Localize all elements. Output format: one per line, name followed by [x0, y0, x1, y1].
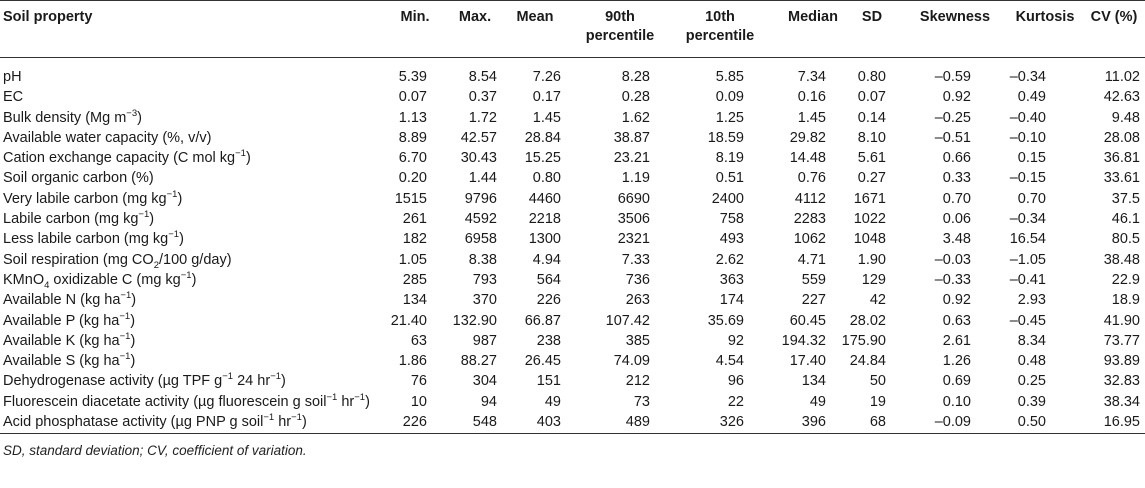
cell-max: 8.38	[468, 251, 497, 268]
row-label-label-post: hr	[274, 414, 292, 431]
cell-cv: 41.90	[1103, 312, 1140, 329]
cell-skew: 0.69	[942, 373, 971, 390]
cell-median: 29.82	[789, 129, 826, 146]
row-label-label-sup: −1	[119, 331, 131, 343]
cell-min: 261	[402, 211, 427, 228]
row-label-label-post: )	[179, 231, 184, 248]
row-label-label-sup: −3	[126, 107, 138, 119]
cell-skew: 0.70	[942, 190, 971, 207]
row-label	[3, 412, 307, 432]
cell-cv: 28.08	[1103, 129, 1140, 146]
cell-skew: 0.92	[942, 292, 971, 309]
cell-p10: 2.62	[715, 251, 744, 268]
row-label-label-sup: −1	[120, 290, 132, 302]
table-row	[0, 128, 1145, 148]
cell-sd: 19	[869, 393, 886, 410]
cell-p10: 92	[727, 332, 744, 349]
cell-kurt: –0.34	[1009, 211, 1046, 228]
row-label-label-sup: −1	[138, 209, 150, 221]
cell-p10: 96	[727, 373, 744, 390]
header-90th-line1: 90th	[605, 9, 635, 25]
row-label	[3, 290, 136, 310]
cell-p90: 8.28	[621, 69, 650, 85]
cell-sd: 5.61	[857, 150, 886, 167]
cell-sd: 129	[861, 271, 886, 288]
row-label-label-sup: −1	[222, 371, 234, 383]
table-row	[0, 311, 1145, 331]
table-header	[0, 0, 1145, 57]
header-10th-percentile	[675, 8, 765, 46]
cell-cv: 80.5	[1111, 231, 1140, 248]
cell-p10: 8.19	[715, 150, 744, 167]
header-10th-line2: percentile	[685, 28, 755, 44]
row-label-label-post: oxidizable C (mg kg	[49, 271, 181, 288]
cell-cv: 38.34	[1103, 393, 1140, 410]
row-label-label-pre: EC	[3, 89, 24, 106]
row-label-label-post2: )	[281, 373, 286, 390]
cell-p90: 736	[625, 271, 650, 288]
cell-min: 8.89	[398, 129, 427, 146]
cell-p90: 2321	[617, 231, 650, 248]
row-label	[3, 87, 23, 107]
row-label-label-post: )	[177, 190, 183, 207]
row-label-label-post: )	[245, 150, 251, 167]
row-label-label-pre: Available P (kg ha	[3, 312, 120, 329]
cell-median: 227	[801, 292, 826, 309]
cell-min: 226	[402, 414, 427, 431]
row-label-label-sup: −1	[166, 188, 178, 200]
cell-p10: 35.69	[707, 312, 744, 329]
row-label-label-sup2: −1	[270, 371, 282, 383]
cell-sd: 24.84	[849, 353, 886, 370]
row-label-label-sup2: −1	[180, 270, 192, 282]
bottom-rule	[0, 433, 1145, 434]
row-label-label-post2: )	[191, 271, 197, 288]
table-row	[0, 148, 1145, 168]
row-label-label-sub: 4	[44, 279, 50, 291]
cell-p10: 1.25	[715, 109, 744, 126]
cell-kurt: 16.54	[1009, 231, 1046, 248]
cell-kurt: 0.70	[1017, 190, 1046, 207]
cell-max: 1.72	[468, 109, 497, 126]
cell-kurt: 0.15	[1017, 150, 1046, 167]
row-label-label-pre: Bulk density (Mg m	[3, 109, 127, 126]
cell-median: 2283	[793, 211, 826, 228]
cell-median: 559	[801, 271, 826, 288]
cell-p90: 23.21	[613, 150, 650, 167]
row-label	[3, 392, 370, 412]
row-label-label-sup: −1	[119, 310, 131, 322]
cell-mean: 15.25	[524, 150, 561, 167]
header-skewness: Skewness	[919, 9, 991, 25]
cell-kurt: 2.93	[1017, 292, 1046, 309]
row-label-label-post: )	[130, 332, 136, 349]
cell-max: 132.90	[452, 312, 497, 329]
cell-p90: 38.87	[613, 129, 650, 146]
cell-max: 987	[472, 332, 497, 349]
row-label-label-pre: Available water capacity (%, v/v)	[3, 129, 212, 146]
cell-cv: 37.5	[1111, 190, 1140, 207]
cell-kurt: –0.40	[1009, 109, 1046, 126]
row-label-label-pre: pH	[3, 69, 22, 85]
row-label	[3, 108, 142, 128]
cell-kurt: –0.45	[1009, 312, 1046, 329]
cell-p10: 326	[719, 414, 744, 431]
table-row	[0, 250, 1145, 270]
header-rule	[0, 57, 1145, 58]
cell-sd: 0.27	[857, 170, 886, 187]
cell-cv: 36.81	[1103, 150, 1140, 167]
cell-cv: 73.77	[1103, 332, 1140, 349]
cell-skew: 0.66	[942, 150, 971, 167]
cell-skew: 0.92	[942, 89, 971, 106]
cell-skew: 3.48	[942, 231, 971, 248]
cell-median: 194.32	[781, 332, 826, 349]
cell-cv: 22.9	[1111, 271, 1140, 288]
row-label-label-sup: −1	[235, 148, 246, 160]
row-label-label-sup2: −1	[291, 412, 302, 424]
cell-max: 94	[480, 393, 497, 410]
cell-kurt: –0.41	[1009, 271, 1046, 288]
cell-kurt: –1.05	[1009, 251, 1046, 268]
cell-mean: 0.17	[532, 89, 561, 106]
cell-sd: 175.90	[841, 332, 886, 349]
cell-mean: 28.84	[524, 129, 561, 146]
cell-mean: 403	[536, 414, 561, 431]
cell-max: 4592	[464, 211, 497, 228]
cell-max: 370	[472, 292, 497, 309]
row-label-label-pre: Soil organic carbon (%)	[3, 170, 154, 187]
cell-max: 9796	[464, 190, 497, 207]
row-label	[3, 311, 135, 331]
table-row	[0, 290, 1145, 310]
cell-min: 10	[410, 393, 427, 410]
cell-mean: 7.26	[532, 69, 561, 85]
cell-sd: 50	[869, 373, 886, 390]
cell-kurt: 0.48	[1017, 353, 1046, 370]
cell-p10: 0.51	[715, 170, 744, 187]
cell-min: 1.86	[398, 353, 427, 370]
cell-mean: 49	[544, 393, 561, 410]
cell-p90: 107.42	[605, 312, 650, 329]
cell-skew: 1.26	[942, 353, 971, 370]
row-label-label-post: )	[131, 292, 137, 309]
cell-mean: 0.80	[532, 170, 561, 187]
cell-skew: 0.06	[942, 211, 971, 228]
cell-p90: 3506	[617, 211, 650, 228]
cell-skew: 0.33	[942, 170, 971, 187]
cell-skew: –0.03	[934, 251, 971, 268]
row-label	[3, 168, 154, 188]
cell-min: 63	[410, 332, 427, 349]
row-label-label-pre: Available S (kg ha	[3, 353, 120, 370]
cell-sd: 1671	[853, 190, 886, 207]
cell-min: 1.13	[398, 109, 427, 126]
cell-p10: 758	[719, 211, 744, 228]
cell-median: 60.45	[789, 312, 826, 329]
cell-p90: 6690	[617, 190, 650, 207]
row-label-label-post: )	[130, 353, 136, 370]
row-label-label-post: )	[137, 109, 142, 126]
cell-median: 0.16	[797, 89, 826, 106]
cell-cv: 93.89	[1103, 353, 1140, 370]
row-label-label-pre: Available N (kg ha	[3, 292, 121, 309]
row-label-label-pre: Acid phosphatase activity (µg PNP g soil	[3, 414, 264, 431]
cell-min: 134	[402, 292, 427, 309]
header-cv: CV (%)	[1090, 9, 1138, 25]
cell-p90: 73	[633, 393, 650, 410]
header-soil-property: Soil property	[3, 9, 93, 25]
cell-sd: 0.07	[857, 89, 886, 106]
row-label-label-pre: Fluorescein diacetate activity (µg fluorescein g soil	[3, 393, 327, 410]
table-footnote: SD, standard deviation; CV, coefficient of variation.	[3, 443, 307, 458]
cell-p10: 0.09	[715, 89, 744, 106]
row-label-label-pre: Soil respiration (mg CO	[3, 251, 154, 268]
cell-kurt: 8.34	[1017, 332, 1046, 349]
cell-max: 30.43	[460, 150, 497, 167]
cell-skew: 0.10	[942, 393, 971, 410]
table-row	[0, 189, 1145, 209]
table-row	[0, 108, 1145, 128]
row-label	[3, 148, 251, 168]
cell-min: 0.20	[398, 170, 427, 187]
row-label	[3, 371, 286, 391]
cell-median: 0.76	[797, 170, 826, 187]
cell-min: 1515	[394, 190, 427, 207]
row-label-label-post: )	[149, 211, 155, 228]
cell-min: 5.39	[398, 69, 427, 85]
header-min: Min.	[400, 9, 430, 25]
cell-median: 7.34	[797, 69, 826, 85]
cell-cv: 9.48	[1111, 109, 1140, 126]
cell-max: 6958	[464, 231, 497, 248]
cell-skew: 2.61	[942, 332, 971, 349]
row-label-label-pre: Available K (kg ha	[3, 332, 120, 349]
cell-p90: 212	[625, 373, 650, 390]
cell-sd: 68	[869, 414, 886, 431]
cell-max: 548	[472, 414, 497, 431]
table-row	[0, 270, 1145, 290]
cell-sd: 0.14	[857, 109, 886, 126]
header-median: Median	[788, 9, 838, 25]
row-label	[3, 229, 184, 249]
row-label-label-sub: 2	[153, 259, 159, 271]
cell-mean: 238	[536, 332, 561, 349]
cell-median: 4112	[794, 190, 826, 207]
cell-min: 182	[402, 231, 427, 248]
row-label-label-post: hr	[337, 393, 355, 410]
cell-cv: 33.61	[1103, 170, 1140, 187]
table-row	[0, 351, 1145, 371]
cell-sd: 1.90	[857, 251, 886, 268]
row-label-label-post2: )	[301, 414, 307, 431]
row-label-label-pre: KMnO	[3, 271, 45, 288]
cell-skew: –0.59	[934, 69, 971, 85]
cell-cv: 16.95	[1103, 414, 1140, 431]
cell-median: 134	[801, 373, 826, 390]
cell-skew: 0.63	[942, 312, 971, 329]
cell-p90: 385	[625, 332, 650, 349]
cell-cv: 42.63	[1103, 89, 1140, 106]
cell-mean: 1300	[528, 231, 561, 248]
cell-max: 793	[472, 271, 497, 288]
cell-p90: 0.28	[621, 89, 650, 106]
cell-median: 1062	[793, 231, 826, 248]
cell-median: 396	[801, 414, 826, 431]
row-label-label-pre: Less labile carbon (mg kg	[3, 231, 169, 248]
cell-skew: –0.51	[934, 129, 971, 146]
cell-sd: 8.10	[857, 129, 886, 146]
row-label-label-pre: Dehydrogenase activity (µg TPF g	[3, 373, 223, 390]
row-label-label-pre: Very labile carbon (mg kg	[3, 190, 167, 207]
cell-min: 76	[410, 373, 427, 390]
table-row	[0, 331, 1145, 351]
cell-mean: 4.94	[532, 251, 561, 268]
cell-skew: –0.33	[934, 271, 971, 288]
cell-p10: 22	[727, 393, 744, 410]
cell-max: 42.57	[460, 129, 497, 146]
cell-mean: 66.87	[524, 312, 561, 329]
cell-kurt: 0.25	[1017, 373, 1046, 390]
cell-p90: 7.33	[621, 251, 650, 268]
header-sd: SD	[861, 9, 883, 25]
cell-mean: 226	[536, 292, 561, 309]
cell-skew: –0.25	[934, 109, 971, 126]
cell-p90: 1.19	[621, 170, 650, 187]
row-label-label-sup: −1	[119, 351, 131, 363]
cell-max: 1.44	[468, 170, 497, 187]
cell-median: 1.45	[797, 109, 826, 126]
table-row	[0, 87, 1145, 107]
cell-cv: 11.02	[1104, 69, 1140, 85]
cell-median: 49	[809, 393, 826, 410]
cell-max: 88.27	[460, 353, 497, 370]
cell-min: 21.40	[390, 312, 427, 329]
row-label-label-post2: )	[365, 393, 370, 410]
cell-p10: 2400	[711, 190, 744, 207]
row-label-label-sup: −1	[326, 391, 338, 403]
cell-sd: 28.02	[849, 312, 886, 329]
row-label-label-pre: Labile carbon (mg kg	[3, 211, 139, 228]
cell-kurt: –0.34	[1009, 69, 1046, 85]
cell-sd: 42	[869, 292, 886, 309]
table-row	[0, 209, 1145, 229]
row-label	[3, 351, 135, 371]
cell-p90: 489	[625, 414, 650, 431]
cell-median: 14.48	[789, 150, 826, 167]
header-90th-percentile	[570, 8, 670, 46]
table-body	[0, 67, 1145, 432]
table-row	[0, 67, 1145, 87]
cell-median: 4.71	[797, 251, 826, 268]
header-mean: Mean	[516, 9, 554, 25]
cell-mean: 564	[536, 271, 561, 288]
row-label-label-sup: −1	[263, 412, 275, 424]
cell-kurt: –0.10	[1009, 129, 1046, 146]
row-label-label-post: /100 g/day)	[158, 251, 232, 268]
cell-cv: 32.83	[1103, 373, 1140, 390]
table-row	[0, 412, 1145, 432]
row-label-label-pre: Cation exchange capacity (C mol kg	[3, 150, 236, 167]
cell-p10: 493	[719, 231, 744, 248]
cell-min: 285	[402, 271, 427, 288]
cell-kurt: –0.15	[1009, 170, 1046, 187]
cell-kurt: 0.50	[1017, 414, 1046, 431]
cell-p10: 4.54	[715, 353, 744, 370]
row-label	[3, 67, 22, 87]
cell-kurt: 0.49	[1017, 89, 1046, 106]
header-90th-line2: percentile	[585, 28, 655, 44]
cell-mean: 1.45	[532, 109, 561, 126]
cell-p10: 174	[719, 292, 744, 309]
header-max: Max.	[458, 9, 492, 25]
table-row	[0, 168, 1145, 188]
cell-cv: 18.9	[1111, 292, 1140, 309]
header-kurtosis: Kurtosis	[1015, 9, 1075, 25]
cell-mean: 4460	[528, 190, 561, 207]
cell-p90: 263	[625, 292, 650, 309]
cell-p90: 74.09	[613, 353, 650, 370]
cell-max: 304	[472, 373, 497, 390]
header-10th-line1: 10th	[705, 9, 735, 25]
cell-mean: 26.45	[524, 353, 561, 370]
cell-max: 8.54	[468, 69, 497, 85]
cell-sd: 1022	[853, 211, 886, 228]
cell-cv: 38.48	[1103, 251, 1140, 268]
cell-min: 0.07	[398, 89, 427, 106]
cell-cv: 46.1	[1111, 211, 1140, 228]
row-label-label-sup: −1	[168, 229, 180, 241]
row-label	[3, 209, 154, 229]
row-label-label-sup2: −1	[354, 391, 366, 403]
cell-p10: 363	[719, 271, 744, 288]
row-label	[3, 331, 135, 351]
cell-max: 0.37	[468, 89, 497, 106]
row-label	[3, 250, 232, 270]
row-label	[3, 189, 182, 209]
cell-p10: 18.59	[707, 129, 744, 146]
cell-kurt: 0.39	[1017, 393, 1046, 410]
cell-p90: 1.62	[621, 109, 650, 126]
cell-mean: 151	[536, 373, 561, 390]
row-label	[3, 270, 196, 290]
cell-skew: –0.09	[934, 414, 971, 431]
row-label-label-post: 24 hr	[233, 373, 271, 390]
cell-p10: 5.85	[715, 69, 744, 85]
table-row	[0, 229, 1145, 249]
cell-sd: 1048	[853, 231, 886, 248]
table-row	[0, 392, 1145, 412]
table-row	[0, 371, 1145, 391]
cell-median: 17.40	[789, 353, 826, 370]
cell-min: 1.05	[398, 251, 427, 268]
row-label	[3, 128, 211, 148]
cell-mean: 2218	[528, 211, 561, 228]
cell-min: 6.70	[398, 150, 427, 167]
cell-sd: 0.80	[857, 69, 886, 85]
row-label-label-post: )	[130, 312, 136, 329]
